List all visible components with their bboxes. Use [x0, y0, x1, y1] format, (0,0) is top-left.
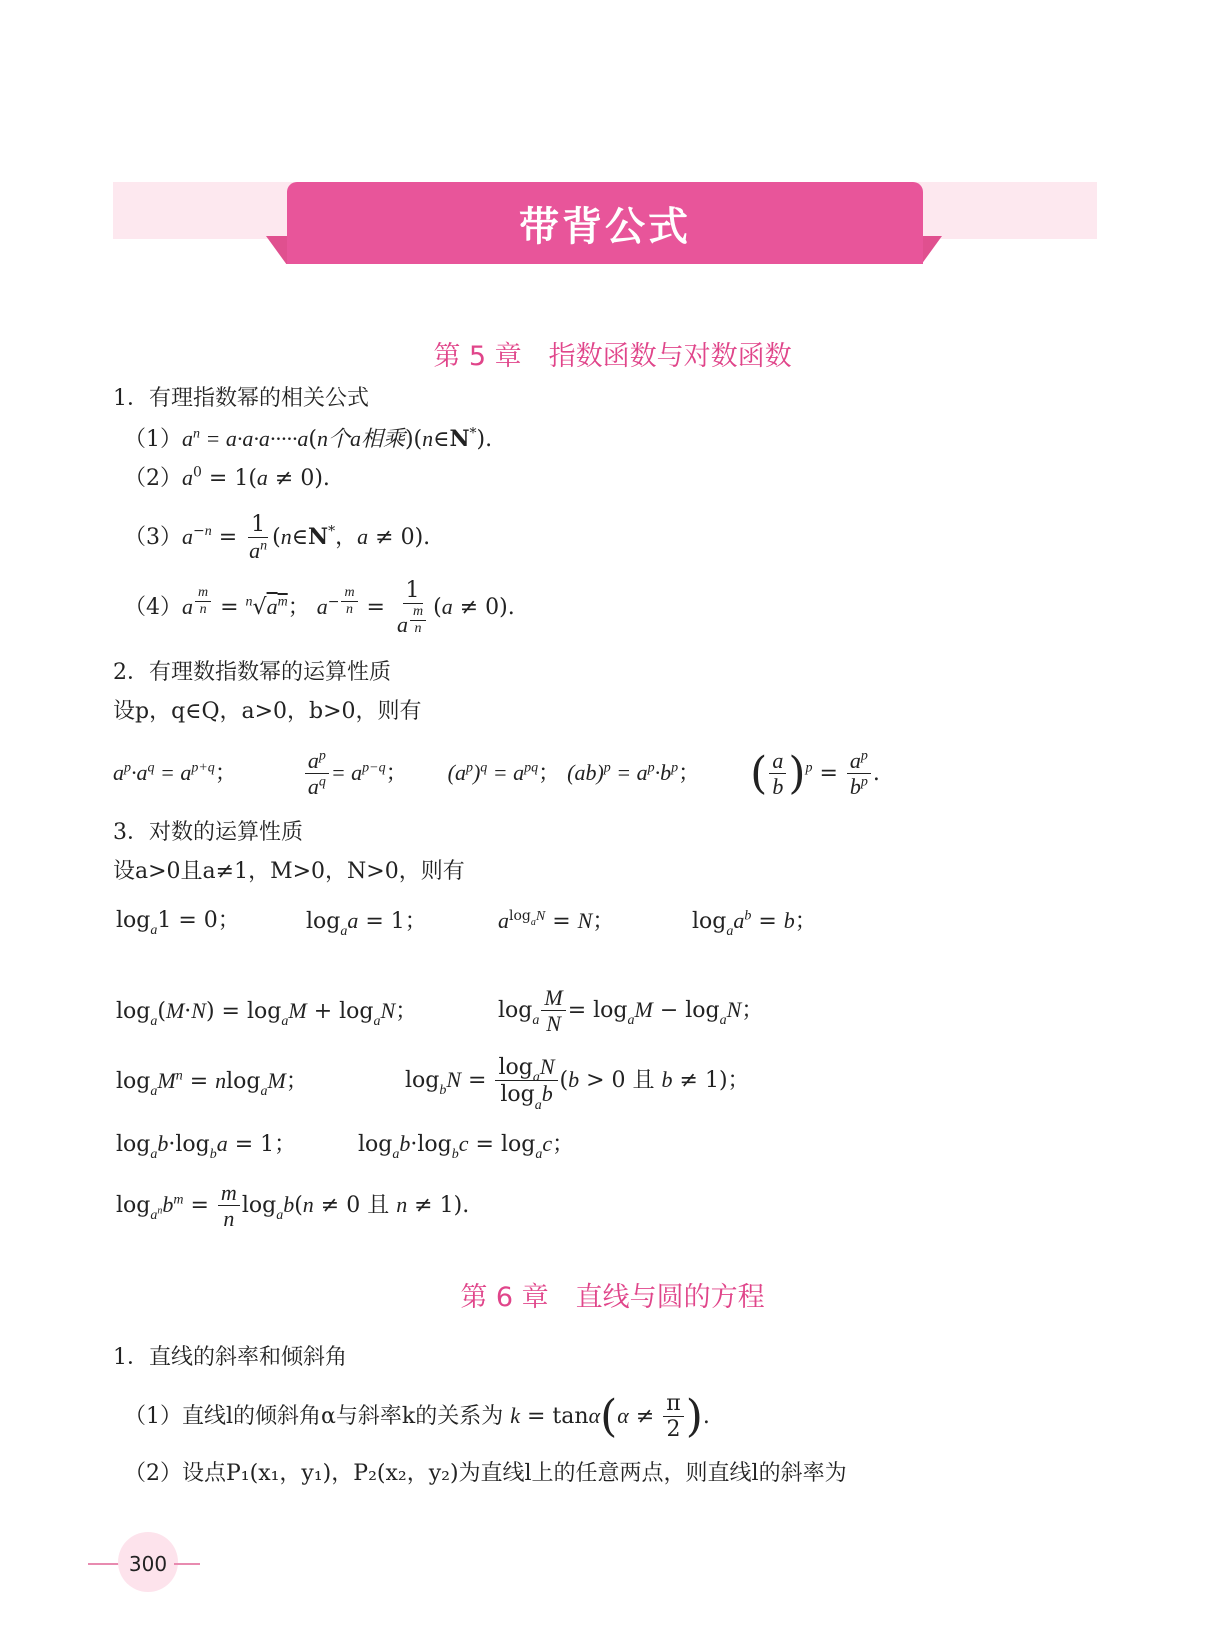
formula-line: $\log_aa^b = b$； — [692, 908, 817, 940]
section-heading: 2．有理数指数幂的运算性质 — [113, 660, 391, 685]
formula-line: （1）直线l的倾斜角α与斜率k的关系为 k = tanα(α ≠ $\frac{\pi}{2}$ ). — [124, 1390, 710, 1443]
formula-line: $\log_aM^n = nlog_aM$； — [116, 1068, 308, 1100]
page-title: 带背公式 — [519, 204, 691, 250]
formula-line: $(3)a^{-n}$ = $\frac{1}{a^n}$ (n∈N*，a ≠ 0). — [124, 512, 431, 564]
formula-line: $a^{log_aN} = N$； — [498, 907, 615, 934]
formula-line: $\log_ab\cdot\log_ba = 1$； — [116, 1131, 297, 1163]
section-heading: 3．对数的运算性质 — [113, 820, 303, 845]
chapter-6-title: 第 6 章 直线与圆的方程 — [460, 1282, 765, 1313]
formula-line: $\log_bN$ = $\frac{\log_aN}{\log_ab}$ (b > 0 且 b ≠ 1)； — [405, 1054, 750, 1113]
formula-text: n个a相乘 — [316, 426, 405, 451]
section-heading: 1．有理指数幂的相关公式 — [113, 386, 369, 411]
condition-text: 设a>0且a≠1，M>0，N>0，则有 — [113, 859, 465, 884]
formula-line: $\log_a1 = 0$； — [116, 908, 240, 939]
formula-line: $\log_a$ $\frac{M}{N}$ = $\log_aM - \log_aN$； — [498, 985, 764, 1037]
formula-text: （1）直线l的倾斜角α与斜率k的关系为 — [124, 1403, 504, 1429]
condition-text: 设p，q∈Q，a>0，b>0，则有 — [113, 699, 422, 724]
formula-line: $\log_ab\cdot\log_bc = \log_ac$； — [358, 1131, 575, 1163]
formula-line: $(2)a^0 = 1(a \ne 0)$. — [124, 464, 330, 491]
section-heading: 1．直线的斜率和倾斜角 — [113, 1345, 347, 1370]
formula-line: $\log_{a^n}b^m$ = $\frac{m}{n}$ $\log_ab(n \ne 0$ 且 n ≠ 1). — [116, 1180, 470, 1232]
formula-line: $a^p\cdot a^q = a^{p+q}$； $\frac{a^p}{a^q}$ = $a^{p-q}$； $(a^p)^q = a^{pq}$； $(ab)^p = a^p\cdot b^p$； ( $\frac{a}{b}$ )$^p$ = $\frac{a^p}{b^p}$ . — [113, 747, 880, 800]
formula-text: （2）设点P₁(x₁，y₁)，P₂(x₂，y₂)为直线l上的任意两点，则直线l的斜率为 — [124, 1461, 847, 1486]
formula-line: $\log_a(M\cdot N) = \log_aM + \log_aN$； — [116, 998, 418, 1030]
page-number: 300 — [128, 1552, 168, 1576]
chapter-5-title: 第 5 章 指数函数与对数函数 — [433, 341, 792, 372]
formula-line: $(1)a^n = a\cdot a\cdot a\cdot\cdot\cdot\cdot\cdot a(n$个a相乘)(n∈N*). — [124, 425, 493, 452]
formula-line: （4）a $^{\frac{m}{n}}$ = $^n√a^m$； $a^{- \frac{m}{n}}$ = 1 a $^{\frac{m}{n}}$ (a ≠ 0). — [124, 578, 515, 638]
formula-line: $\log_aa = 1$； — [306, 908, 427, 940]
page-number-rule — [88, 1563, 122, 1565]
